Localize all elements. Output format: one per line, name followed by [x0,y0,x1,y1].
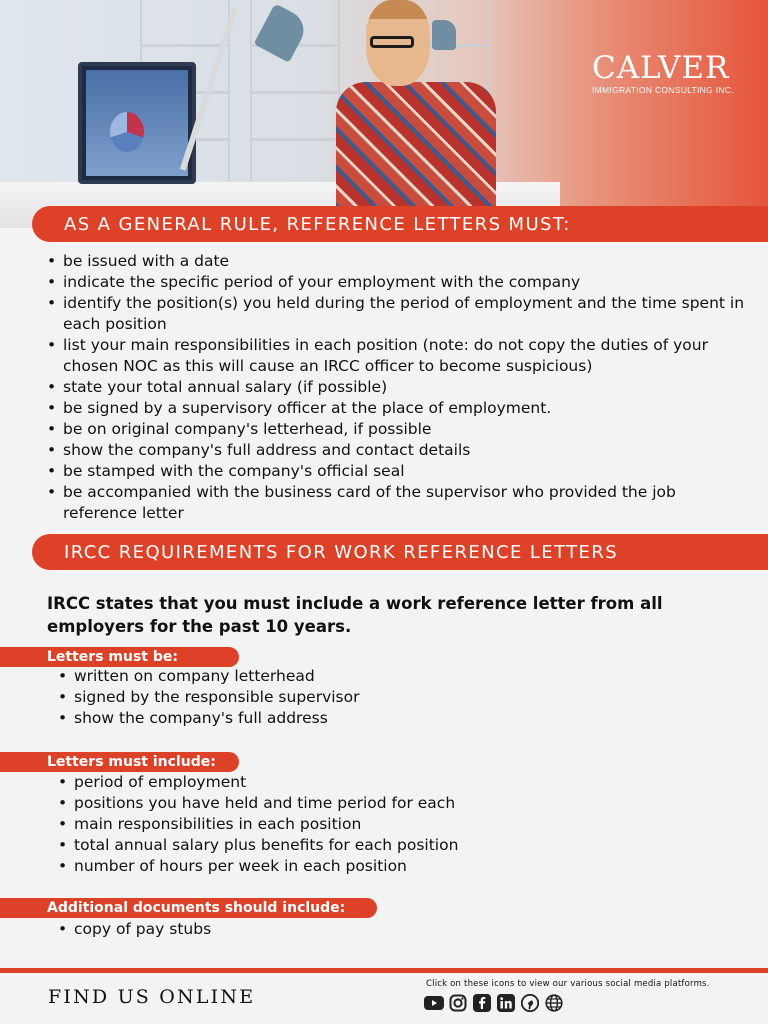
list-item: • positions you have held and time period for each [58,793,658,814]
hero-photo [0,0,768,228]
section-heading-general-rule: AS A GENERAL RULE, REFERENCE LETTERS MUST: [32,206,768,242]
list-item: • indicate the specific period of your employment with the company [47,272,747,293]
section-heading-ircc-requirements: IRCC REQUIREMENTS FOR WORK REFERENCE LETTERS [32,534,768,570]
list-item: • number of hours per week in each position [58,856,658,877]
list-item: • list your main responsibilities in each position (note: do not copy the duties of your chosen NOC as this will cause an IRCC officer to become suspicious) [47,335,747,377]
footer-divider [0,968,768,973]
instagram-icon[interactable] [448,993,468,1013]
find-us-online-title: FIND US ONLINE [48,986,256,1008]
list-item: • be issued with a date [47,251,747,272]
brand-tagline: IMMIGRATION CONSULTING INC. [592,85,734,95]
additional-documents-list [58,919,658,940]
list-item: • show the company's full address and contact details [47,440,747,461]
list-item: • be stamped with the company's official seal [47,461,747,482]
list-item: • be accompanied with the business card of the supervisor who provided the job reference letter [47,482,747,524]
social-media-note: Click on these icons to view our various social media platforms. [426,979,710,989]
letters-must-be-list [58,666,658,729]
facebook-icon[interactable] [472,993,492,1013]
list-item: • signed by the responsible supervisor [58,687,658,708]
youtube-icon[interactable] [424,993,444,1013]
ircc-intro-text: IRCC states that you must include a work reference letter from all employers for the past 10 years. [47,594,663,636]
brand-name: CALVER [592,50,730,86]
pinterest-icon[interactable] [520,993,540,1013]
reference-letter-rules-list [47,251,747,524]
list-item: • be on original company's letterhead, if possible [47,419,747,440]
letters-must-be-label: Letters must be: [0,647,239,667]
monitor-illustration [78,62,196,184]
additional-documents-label: Additional documents should include: [0,898,377,918]
brand-logo [592,52,752,95]
list-item: • copy of pay stubs [58,919,658,940]
linkedin-icon[interactable] [496,993,516,1013]
list-item: • identify the position(s) you held during the period of employment and the time spent in each position [47,293,747,335]
list-item: • period of employment [58,772,658,793]
list-item: • be signed by a supervisory officer at the place of employment. [47,398,747,419]
globe-icon[interactable] [544,993,564,1013]
list-item: • main responsibilities in each position [58,814,658,835]
list-item: • show the company's full address [58,708,658,729]
list-item: • state your total annual salary (if possible) [47,377,747,398]
list-item: • total annual salary plus benefits for each position [58,835,658,856]
letters-must-include-label: Letters must include: [0,752,239,772]
list-item: • written on company letterhead [58,666,658,687]
letters-must-include-list [58,772,658,877]
social-icons [424,993,564,1013]
person-illustration [330,0,490,210]
